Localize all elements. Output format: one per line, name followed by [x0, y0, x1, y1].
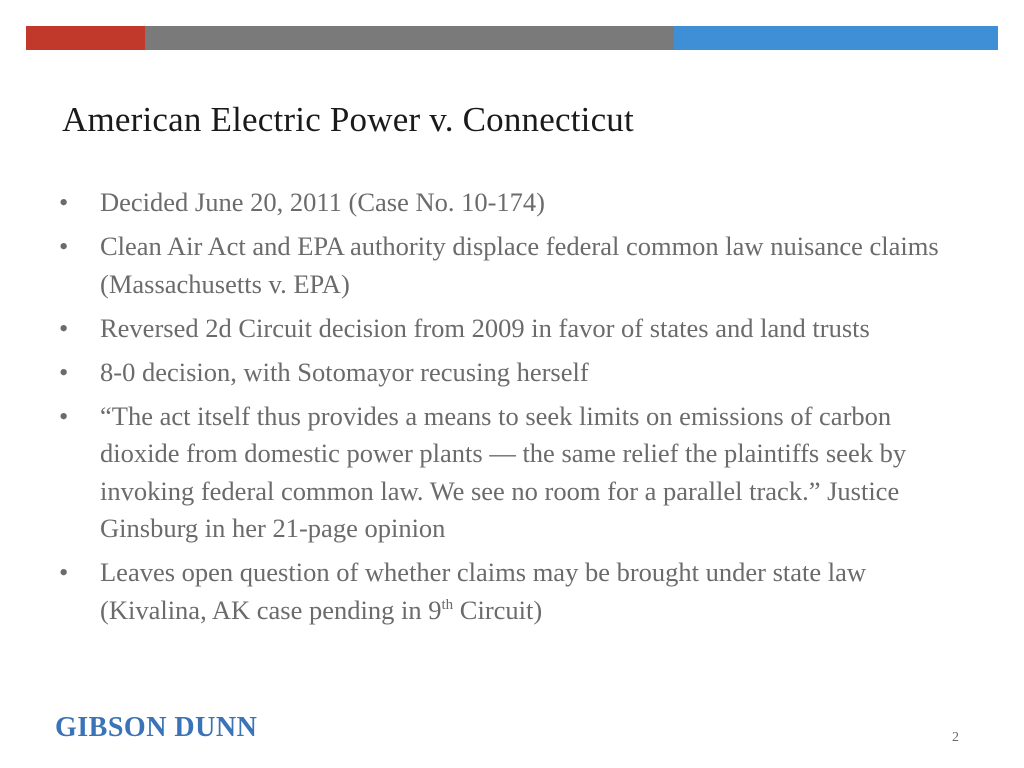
- bullet-text: 8-0 decision, with Sotomayor recusing herself: [100, 356, 589, 387]
- bullet-text: Reversed 2d Circuit decision from 2009 in favor of states and land trusts: [100, 312, 870, 343]
- bullet-item: [56, 354, 976, 392]
- header-bar-blue-segment: [674, 26, 998, 50]
- bullet-text: Clean Air Act and EPA authority displace federal common law nuisance claims (Massachusetts v. EPA): [100, 231, 939, 299]
- bullet-item: [56, 184, 976, 222]
- bullet-list: [56, 184, 976, 636]
- superscript-ordinal: th: [441, 596, 454, 613]
- header-bar-red-segment: [26, 26, 145, 50]
- bullet-text: Decided June 20, 2011 (Case No. 10-174): [100, 187, 546, 217]
- bullet-item: [56, 398, 976, 548]
- bullet-item: [56, 228, 976, 303]
- bullet-text: Leaves open question of whether claims may be brought under state law (Kivalina, AK case pending in 9: [100, 557, 867, 625]
- gibson-dunn-logo: GIBSON DUNN: [55, 712, 258, 743]
- slide-title: American Electric Power v. Connecticut: [62, 100, 634, 139]
- bullet-text-tail: Circuit): [453, 594, 543, 625]
- header-color-bar: [26, 26, 998, 50]
- bullet-text: “The act itself thus provides a means to seek limits on emissions of carbon dioxide from domestic power plants — the same relief the plaintiffs seek by invoking federal common law. We see no room for a parallel track.” Justice Ginsburg in her 21-page opinion: [100, 400, 907, 543]
- bullet-item: [56, 310, 976, 348]
- page-number: 2: [952, 730, 959, 745]
- bullet-item: [56, 554, 976, 629]
- header-bar-gray-segment: [145, 26, 674, 50]
